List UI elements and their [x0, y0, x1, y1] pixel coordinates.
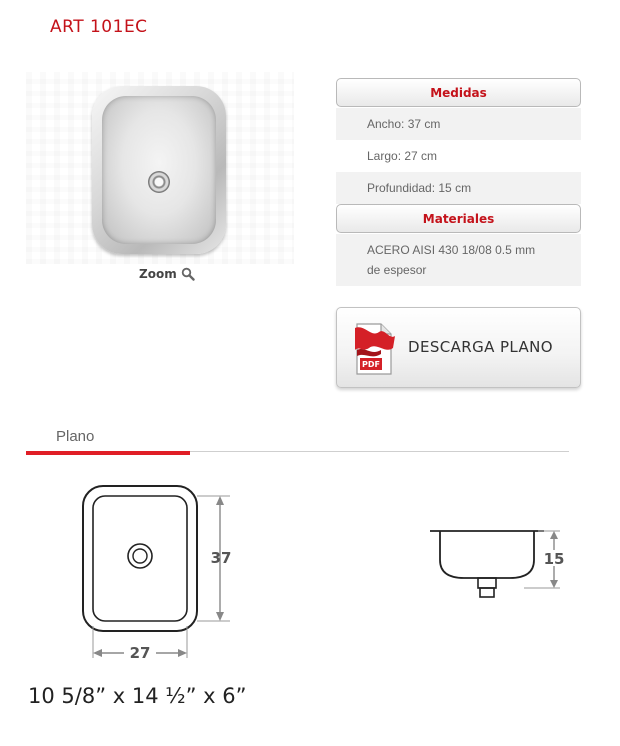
- pdf-icon: [351, 320, 397, 378]
- arrow-right: [178, 649, 187, 657]
- zoom-label: Zoom: [139, 267, 177, 281]
- magnifier-icon: [181, 267, 195, 281]
- download-plan-button[interactable]: [336, 307, 581, 388]
- drain-strainer: [148, 171, 170, 193]
- length-dimension-label: 37: [210, 549, 232, 567]
- outer-rim-outline: [83, 486, 197, 631]
- spec-largo: Largo: 27 cm: [367, 149, 438, 163]
- inner-basin-outline: [93, 496, 187, 621]
- depth-arrow-up: [550, 531, 558, 539]
- tab-plano[interactable]: Plano: [56, 428, 95, 445]
- arrow-up: [216, 496, 224, 505]
- drain-pipe-top: [478, 578, 496, 588]
- tab-active-indicator: [26, 451, 190, 455]
- imperial-dimensions: 10 5/8” x 14 ½” x 6”: [28, 684, 247, 708]
- materiales-header: Materiales: [336, 204, 581, 233]
- medidas-header: Medidas: [336, 78, 581, 107]
- spec-material: [336, 234, 581, 286]
- arrow-left: [93, 649, 102, 657]
- spec-ancho: Ancho: 37 cm: [336, 108, 581, 140]
- product-title: ART 101EC: [50, 17, 148, 37]
- pdf-icon-text: PDF: [362, 360, 380, 369]
- side-view-drawing: [420, 520, 570, 610]
- arrow-down: [216, 612, 224, 621]
- drain-outline-inner: [133, 549, 147, 563]
- material-line-2: de espesor: [367, 263, 427, 277]
- spec-profundidad: Profundidad: 15 cm: [336, 172, 581, 204]
- width-dimension-label: 27: [129, 644, 151, 662]
- zoom-link[interactable]: [139, 267, 195, 281]
- depth-arrow-down: [550, 580, 558, 588]
- basin-profile: [440, 531, 534, 578]
- download-plan-label: DESCARGA PLANO: [408, 338, 553, 356]
- material-line-1: ACERO AISI 430 18/08 0.5 mm: [367, 243, 536, 257]
- top-view-drawing: [80, 476, 250, 666]
- sink-photo: [92, 86, 226, 254]
- depth-dimension-label: 15: [543, 550, 565, 568]
- drain-pipe-bottom: [480, 588, 494, 597]
- sink-basin: [102, 96, 216, 244]
- drain-outline-outer: [128, 544, 152, 568]
- product-image[interactable]: [26, 72, 294, 264]
